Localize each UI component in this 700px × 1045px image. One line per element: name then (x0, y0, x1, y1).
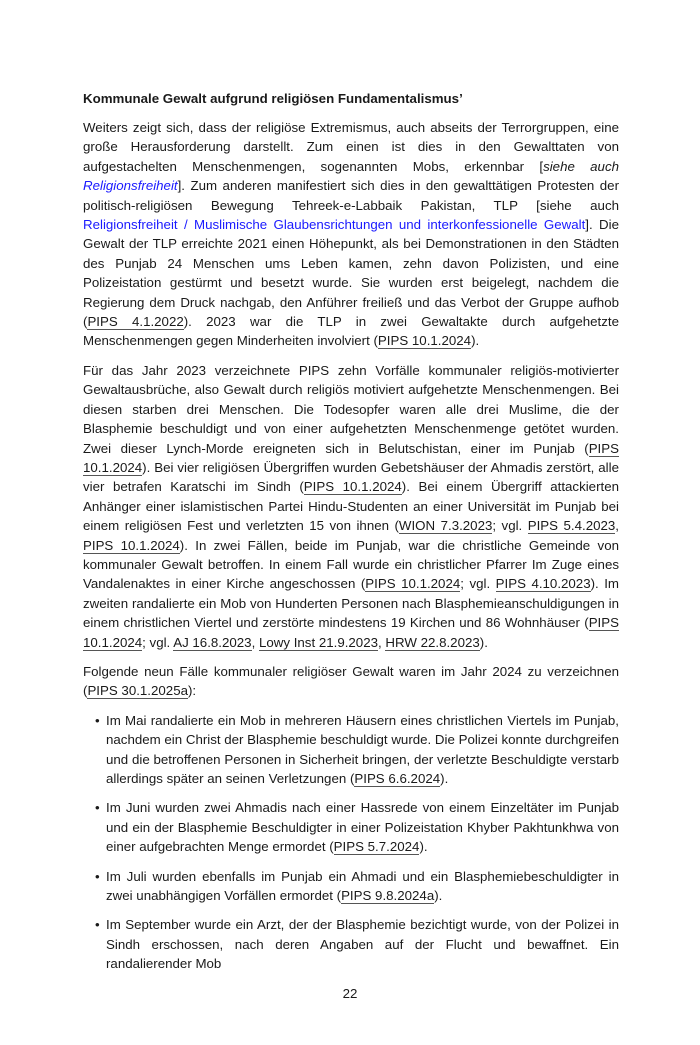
body-text: Im Juni wurden zwei Ahmadis nach einer Hassrede von einem Einzeltäter im Punjab und ein der Blasphemie Beschuldigter in einer Polizeistation Khyber Pakhtunkhwa von einer aufgebrachten Menge ermordet ( (106, 800, 619, 855)
citation-link[interactable]: PIPS 10.1.2024 (83, 615, 619, 650)
cross-reference-link[interactable]: Religionsfreiheit (83, 178, 178, 194)
citation-link[interactable]: AJ 16.8.2023 (173, 634, 252, 650)
body-text: , (378, 634, 386, 650)
citation-link[interactable]: WION 7.3.2023 (398, 518, 493, 534)
body-text: ). In zwei Fällen, beide im Punjab, war die christliche Gemeinde von kommunaler Gewalt betroffen. In einem Fall wurde ein christlicher Pfarrer Im Zuge eines Vandalenaktes in einer Kirche angeschossen ( (83, 537, 619, 592)
citation-link[interactable]: HRW 22.8.2023 (385, 634, 480, 650)
bullet-icon: • (95, 800, 100, 816)
body-text: ). Bei vier religiösen Übergriffen wurden Gebetshäuser der Ahmadis zerstört, alle vier betrafen Karatschi im Sindh ( (83, 459, 619, 495)
body-text: ]. Die Gewalt der TLP erreichte 2021 einen Höhepunkt, als bei Demonstrationen in den Städten des Punjab 24 Menschen ums Leben kamen, zehn davon Polizisten, und eine Polizeistation gestürmt und besetzt wurde. Sie wurden erst beigelegt, nachdem die Regierung dem Druck nachgab, den Anführer freiließ und das Verbot der Gruppe aufhob ( (83, 217, 619, 330)
body-text: Weiters zeigt sich, dass der religiöse Extremismus, auch abseits der Terrorgruppen, eine große Herausforderung darstellt. Zum einen ist dies in den Gewalttaten von aufgestachelten Menschenmengen, sogenannten Mobs, erkennbar [ (83, 120, 619, 174)
list-item (83, 867, 619, 906)
list-item (83, 798, 619, 856)
body-text: ; vgl. (460, 576, 496, 592)
section-heading: Kommunale Gewalt aufgrund religiösen Fundamentalismus’ (83, 91, 463, 106)
paragraph (83, 361, 619, 652)
body-text: ). (434, 888, 443, 904)
list-item-text (106, 869, 619, 904)
body-text: ; vgl. (492, 518, 528, 534)
cross-reference-link[interactable]: Religionsfreiheit / Muslimische Glaubensrichtungen und interkonfessionelle Gewalt (83, 217, 586, 233)
body-text: Im September wurde ein Arzt, der der Blasphemie bezichtigt wurde, von der Polizei in Sindh erschossen, nach deren Angaben auf der Flucht und bewaffnet. Ein randalierender Mob (106, 917, 619, 972)
body-text: , (615, 518, 619, 534)
bullet-icon: • (95, 868, 100, 884)
citation-link[interactable]: PIPS 4.1.2022 (87, 314, 184, 330)
document-page (83, 89, 619, 974)
body-text: Im Juli wurden ebenfalls im Punjab ein Ahmadi und ein Blasphemiebeschuldigter in zwei unabhängigen Vorfällen ermordet ( (106, 868, 619, 904)
body-text: Für das Jahr 2023 verzeichnete PIPS zehn Vorfälle kommunaler religiös-motivierter Gewaltausbrüche, also Gewalt durch religiös motiviert aufgehetzte Menschenmengen. Bei diesen starben drei Menschen. Die Todesopfer waren alle drei Muslime, die der Blasphemie beschuldigt und von einer aufgehetzten Menschenmenge getötet wurden. Zwei dieser Lynch-Morde ereigneten sich in Belutschistan, einer im Punjab ( (83, 362, 619, 456)
incident-list (83, 711, 619, 974)
body-text: ; vgl. (142, 634, 174, 650)
body-text: ). (471, 333, 480, 349)
paragraph (83, 118, 619, 351)
body-text: ). (440, 771, 449, 786)
paragraph (83, 662, 619, 701)
citation-link[interactable]: PIPS 10.1.2024 (83, 537, 180, 553)
body-text: Folgende neun Fälle kommunaler religiöser Gewalt waren im Jahr 2024 zu verzeichnen ( (83, 663, 619, 699)
body-text: Im Mai randalierte ein Mob in mehreren Häusern eines christlichen Viertels im Punjab, nachdem ein Christ der Blasphemie beschuldigt wurde. Die Polizei konnte durchgreifen und die betroffenen Personen in Sicherheit bringen, der verletzte Beschuldigte verstarb allerdings später an seinen Verletzungen ( (106, 712, 619, 786)
citation-link[interactable]: PIPS 10.1.2024 (303, 479, 402, 495)
list-item (83, 915, 619, 973)
list-item-text (106, 800, 619, 855)
citation-link[interactable]: Lowy Inst 21.9.2023 (258, 634, 378, 650)
citation-link[interactable]: PIPS 5.4.2023 (527, 518, 616, 534)
body-text: ]. Zum anderen manifestiert sich dies in den gewalttätigen Protesten der politisch-religiösen Bewegung Tehreek-e-Labbaik Pakistan, TLP [siehe auch (83, 178, 619, 213)
body-text: ). (479, 634, 488, 650)
citation-link[interactable]: PIPS 10.1.2024 (365, 576, 461, 592)
list-item-text (106, 917, 619, 971)
body-text: , (251, 634, 259, 650)
bullet-icon: • (95, 917, 100, 933)
citation-link[interactable]: PIPS 10.1.2024 (377, 333, 472, 349)
italic-text: siehe auch (543, 158, 619, 174)
body-text: ). 2023 war die TLP in zwei Gewaltakte durch aufgehetzte Menschenmengen gegen Minderheiten involviert ( (83, 314, 619, 349)
list-item (83, 711, 619, 789)
bullet-icon: • (95, 712, 100, 728)
page-number: 22 (342, 985, 358, 1001)
citation-link[interactable]: PIPS 5.7.2024 (333, 839, 420, 855)
citation-link[interactable]: PIPS 6.6.2024 (354, 771, 441, 786)
citation-link[interactable]: PIPS 9.8.2024a (341, 888, 435, 904)
body-text: ): (187, 683, 197, 699)
body-text: ). (419, 839, 428, 855)
list-item-text (106, 713, 619, 787)
citation-link[interactable]: PIPS 30.1.2025a (87, 683, 188, 699)
citation-link[interactable]: PIPS 4.10.2023 (495, 576, 591, 592)
body-text: ). Bei einem Übergriff attackierten Anhänger einer islamistischen Partei Hindu-Studenten an einer Universität im Punjab bei einem religiösen Fest und verletzten 15 von ihnen ( (83, 479, 619, 534)
citation-link[interactable]: PIPS 10.1.2024 (83, 440, 619, 475)
body-text: ). Im zweiten randalierte ein Mob von Hunderten Personen nach Blasphemieanschuldigungen in einem christlichen Viertel und zerstörte mindestens 19 Kirchen und 86 Wohnhäuser ( (83, 576, 620, 631)
